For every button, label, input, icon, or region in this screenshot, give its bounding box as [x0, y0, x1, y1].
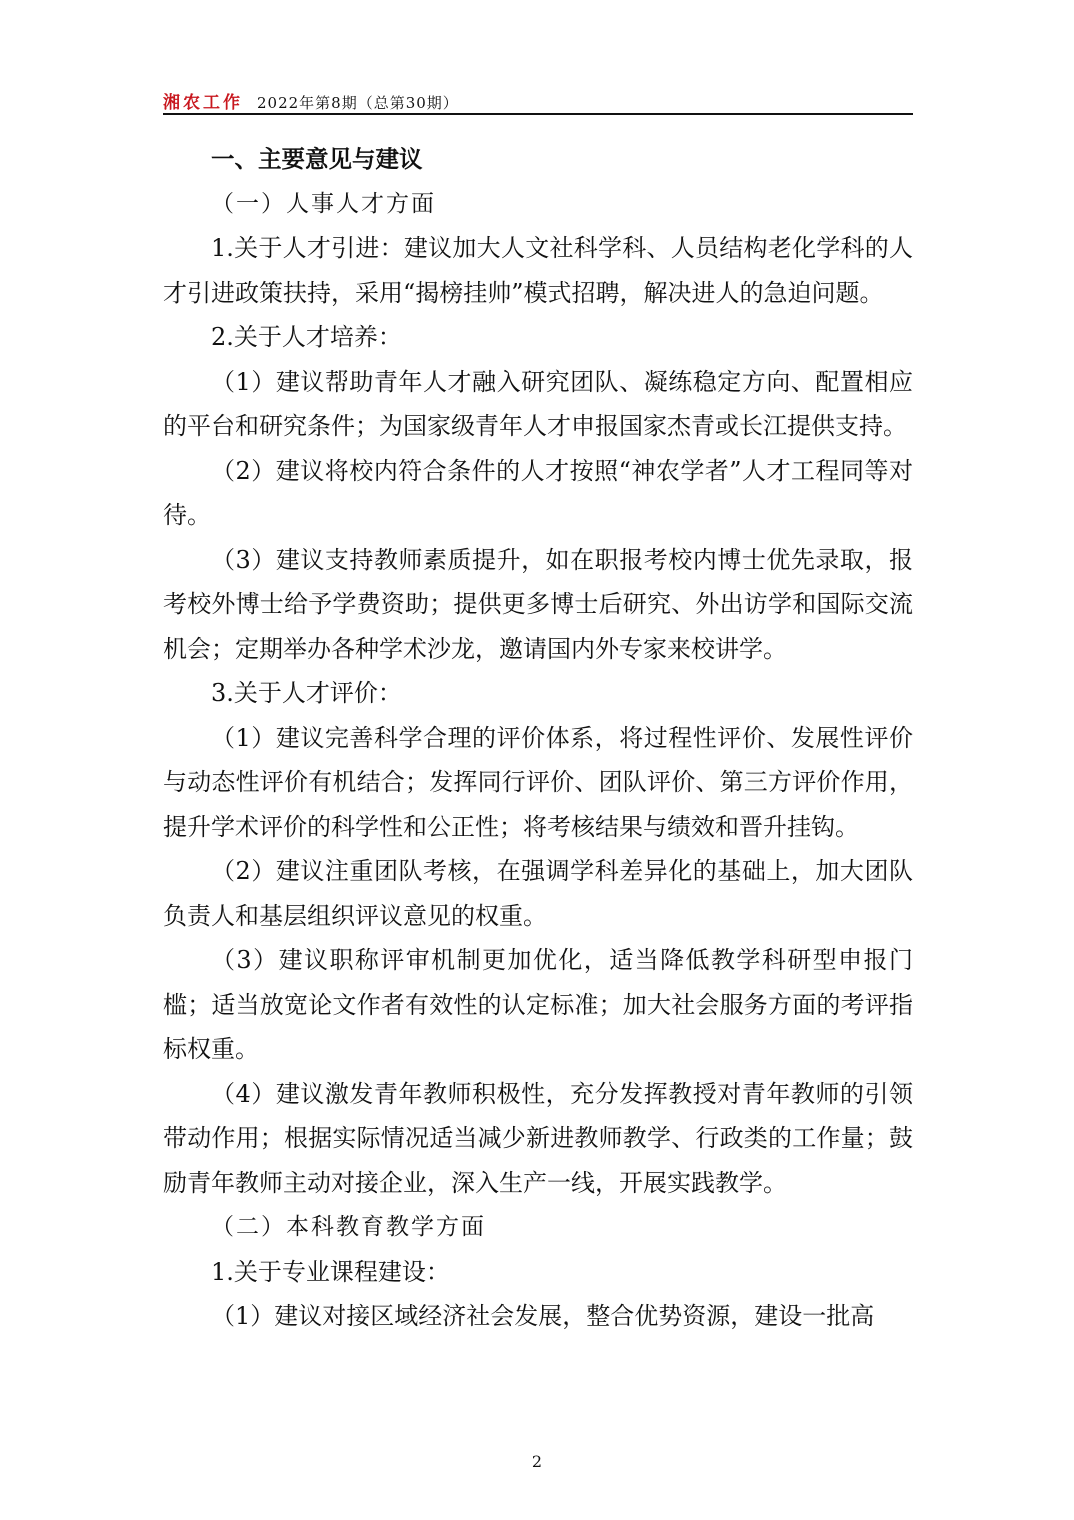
paragraph: （1）建议完善科学合理的评价体系，将过程性评价、发展性评价与动态性评价有机结合；发挥同行评价、团队评价、第三方评价作用，提升学术评价的科学性和公正性；将考核结果与绩效和晋升挂钩。 — [163, 723, 913, 841]
subsection-heading-personnel: （一）人事人才方面 — [211, 190, 436, 217]
paragraph: 3.关于人才评价： — [211, 679, 402, 707]
paragraph: （1）建议对接区域经济社会发展，整合优势资源，建设一批高 — [211, 1302, 875, 1330]
paragraph: 2.关于人才培养： — [211, 323, 402, 351]
header-divider — [163, 113, 913, 115]
section-heading: 一、主要意见与建议 — [211, 145, 423, 173]
paragraph: （3）建议支持教师素质提升，如在职报考校内博士优先录取，报考校外博士给予学费资助；提供更多博士后研究、外出访学和国际交流机会；定期举办各种学术沙龙，邀请国内外专家来校讲学。 — [163, 545, 913, 663]
paragraph: （4）建议激发青年教师积极性，充分发挥教授对青年教师的引领带动作用；根据实际情况适当减少新进教师教学、行政类的工作量；鼓励青年教师主动对接企业，深入生产一线，开展实践教学。 — [163, 1079, 913, 1197]
subsection-heading-undergraduate: （二）本科教育教学方面 — [211, 1214, 486, 1240]
publication-brand: 湘农工作 — [163, 93, 243, 113]
page-number: 2 — [531, 1452, 543, 1471]
paragraph: （2）建议注重团队考核，在强调学科差异化的基础上，加大团队负责人和基层组织评议意见的权重。 — [163, 857, 913, 930]
paragraph: （3）建议职称评审机制更加优化，适当降低教学科研型申报门槛；适当放宽论文作者有效性的认定标准；加大社会服务方面的考评指标权重。 — [163, 946, 913, 1063]
issue-info: 2022年第8期（总第30期） — [257, 94, 459, 112]
paragraph: （1）建议帮助青年人才融入研究团队、凝练稳定方向、配置相应的平台和研究条件；为国家级青年人才申报国家杰青或长江提供支持。 — [163, 367, 913, 440]
paragraph: （2）建议将校内符合条件的人才按照“神农学者”人才工程同等对待。 — [163, 456, 913, 529]
document-body — [163, 137, 913, 1339]
paragraph: 1.关于人才引进：建议加大人文社科学科、人员结构老化学科的人才引进政策扶持，采用“揭榜挂帅”模式招聘，解决进人的急迫问题。 — [163, 234, 913, 307]
paragraph: 1.关于专业课程建设： — [211, 1257, 450, 1286]
page-header — [163, 88, 913, 114]
